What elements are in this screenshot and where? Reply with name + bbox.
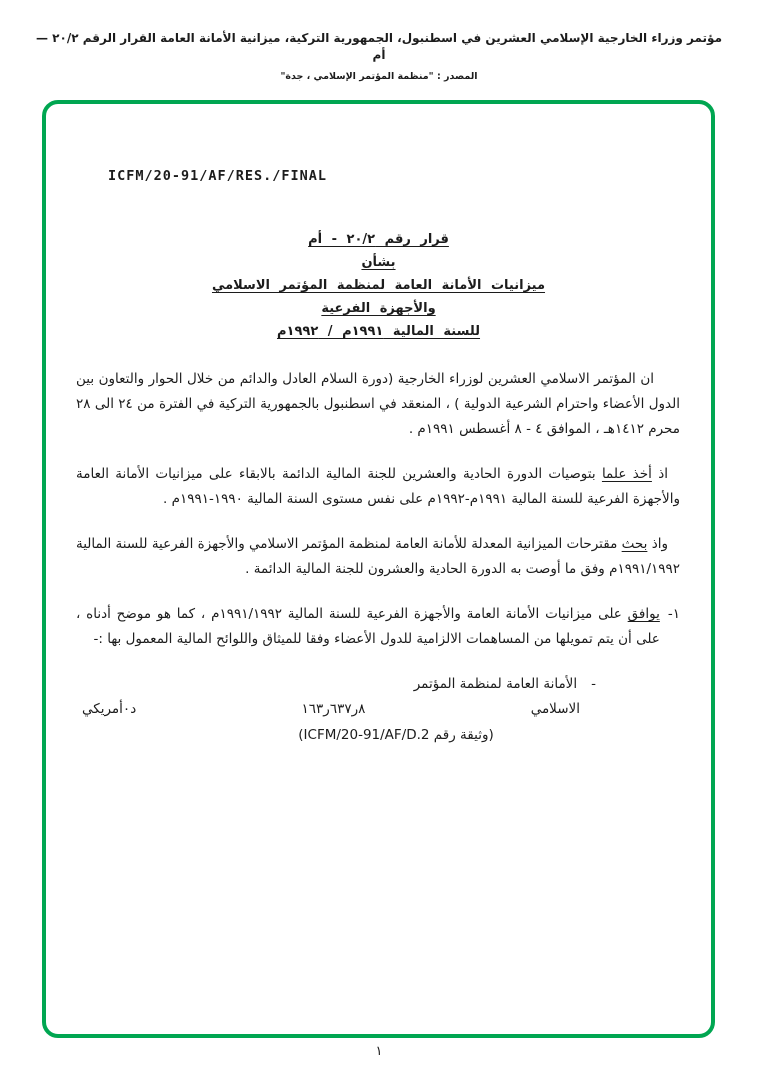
considering-emphasis: بحث (621, 536, 648, 552)
document-reference: ICFM/20-91/AF/RES./FINAL (108, 168, 328, 184)
budget-amount: ٨ر٦٣٧ر١٦٣ (301, 701, 366, 717)
budget-amount-line (76, 697, 680, 722)
item-emphasis: يوافق (627, 606, 660, 622)
noting-text: بتوصيات الدورة الحادية والعشرين للجنة المالية الدائمة بالابقاء على ميزانيات الأمانة العامة والأجهزة الفرعية للسنة المالية ١٩٩١م-١٩٩٢م على نفس مستوى السنة المالية ١٩٩٠-١٩٩١م . (76, 466, 680, 507)
item-text: على ميزانيات الأمانة العامة والأجهزة الفرعية للسنة المالية ١٩٩١/١٩٩٢م ، كما هو موضح أدناه ، على أن يتم تمويلها من المساهمات الالزامية للدول الأعضاء وفقا للميثاق واللوائح المالية المعمول بها :- (76, 606, 660, 647)
budget-document-reference: (وثيقة رقم ICFM/20-91/AF/D.2) (298, 727, 494, 743)
considering-lead: واذ (647, 536, 668, 552)
noting-paragraph (76, 462, 680, 512)
document-frame (42, 100, 715, 1038)
page-header (0, 0, 758, 82)
resolution-subject-word: بشأن (361, 255, 396, 270)
budget-dash: - (591, 676, 596, 692)
noting-lead: اذ (651, 466, 668, 482)
considering-paragraph (76, 532, 680, 582)
resolution-subject-line1: ميزانيات الأمانة العامة لمنظمة المؤتمر الاسلامي (211, 278, 546, 293)
page-number: ١ (375, 1044, 383, 1059)
preamble-paragraph (76, 367, 680, 442)
preamble-text: ان المؤتمر الاسلامي العشرين لوزراء الخارجية (دورة السلام العادل والدائم من خلال الحوار والتعاون بين الدول الأعضاء واحترام الشرعية الدولية ) ، المنعقد في اسطنبول بالجمهورية التركية في الفترة من ٢٤ الى ٢٨ محرم ١٤١٢هـ ، الموافق ٤ - ٨ أغسطس ١٩٩١م . (76, 371, 680, 437)
operative-item-1 (76, 602, 680, 652)
considering-text: مقترحات الميزانية المعدلة للأمانة العامة لمنظمة المؤتمر الاسلامي والأجهزة الفرعية للسنة المالية ١٩٩١/١٩٩٢م وفق ما أوصت به الدورة الحادية والعشرون للجنة المالية الدائمة . (76, 536, 680, 577)
budget-entity-name: الأمانة العامة لمنظمة المؤتمر (413, 676, 578, 692)
document-body (46, 367, 711, 748)
item-number: ١- (667, 606, 680, 622)
resolution-number-line: قرار رقم ٢٠/٢ - أم (308, 232, 449, 247)
budget-entity-name-continued: الاسلامي (530, 701, 580, 717)
resolution-subject-line2: والأجهزة الفرعية (321, 301, 436, 316)
header-source: المصدر : "منظمة المؤتمر الإسلامي ، جدة" (280, 71, 478, 82)
item-body (76, 602, 660, 652)
resolution-fiscal-year-line: للسنة المالية ١٩٩١م / ١٩٩٢م (276, 324, 481, 339)
noting-emphasis: أخذ علما (601, 466, 652, 482)
budget-item (76, 672, 680, 748)
budget-entity-line (76, 672, 680, 697)
header-title: مؤتمر وزراء الخارجية الإسلامي العشرين في اسطنبول، الجمهورية التركية، ميزانية الأمانة العامة القرار الرقم ٢٠/٢ — أم (35, 31, 723, 62)
budget-currency: د٠أمريكي (82, 701, 137, 717)
resolution-title-block (46, 228, 711, 343)
